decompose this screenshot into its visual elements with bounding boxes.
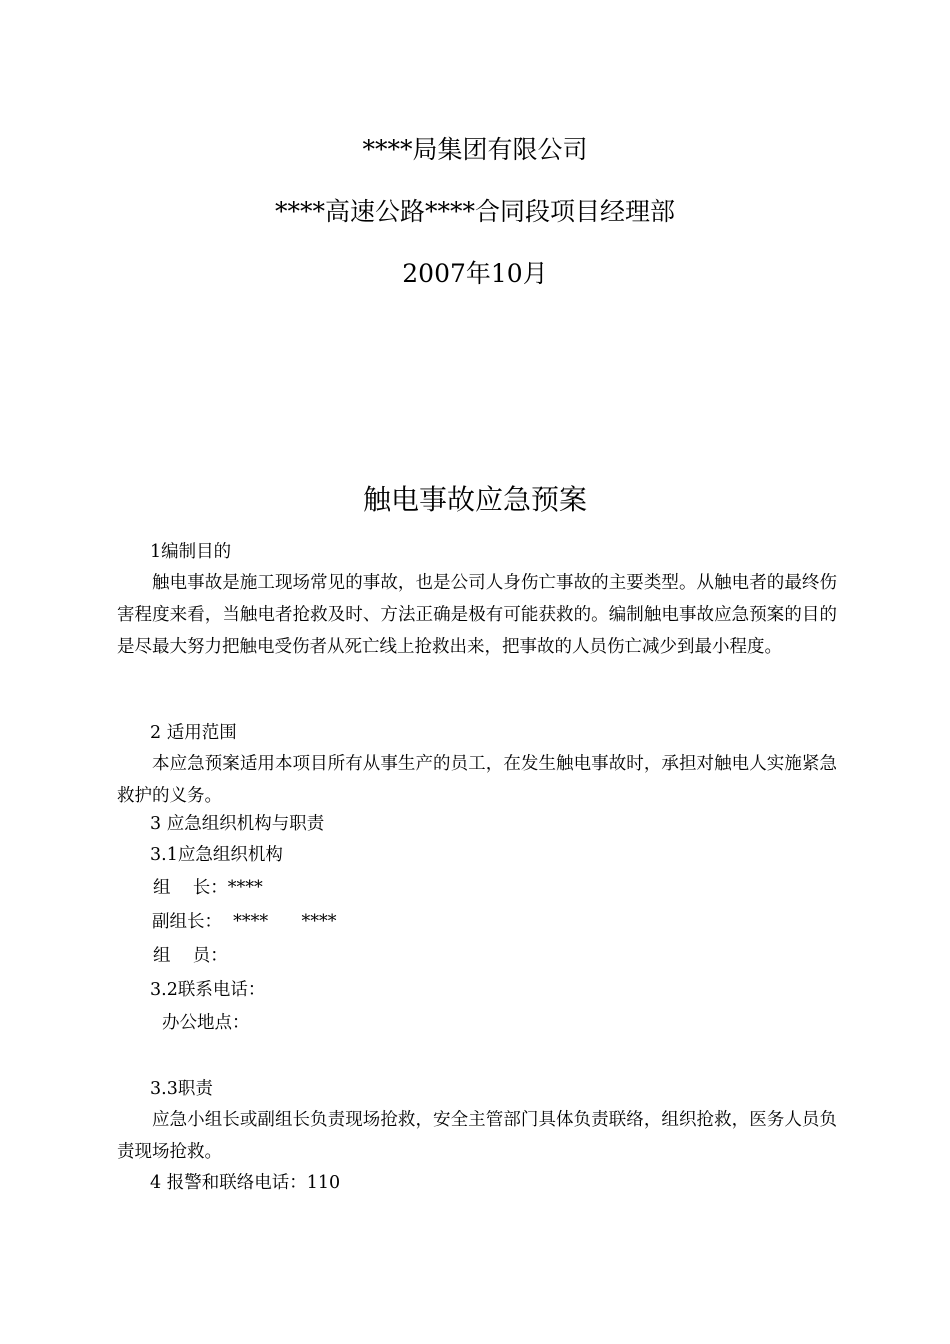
section-2-body: 本应急预案适用本项目所有从事生产的员工，在发生触电事故时，承担对触电人实施紧急救护的义务。 xyxy=(117,754,837,806)
leader-line: 组 长：**** xyxy=(153,878,263,898)
office-location-line: 办公地点： xyxy=(162,1013,250,1033)
section-2-body-block xyxy=(117,748,837,812)
section-1-body-block xyxy=(117,567,837,663)
department-name: ****高速公路****合同段项目经理部 xyxy=(274,197,675,226)
section-3-3-body: 应急小组长或副组长负责现场抢救，安全主管部门具体负责联络，组织抢救，医务人员负责现场抢救。 xyxy=(117,1110,837,1162)
section-3-2-heading: 3.2联系电话： xyxy=(150,980,266,1000)
section-2-heading: 2 适用范围 xyxy=(150,723,237,743)
document-date: 2007年10月 xyxy=(402,259,548,288)
section-3-1-heading: 3.1应急组织机构 xyxy=(150,845,283,865)
deputy-leader-line: 副组长： **** **** xyxy=(152,912,337,932)
section-4-heading: 4 报警和联络电话：110 xyxy=(150,1173,341,1193)
section-3-heading: 3 应急组织机构与职责 xyxy=(150,814,325,834)
company-name: ****局集团有限公司 xyxy=(362,135,588,164)
section-1-heading: 1编制目的 xyxy=(150,542,232,562)
section-3-3-heading: 3.3职责 xyxy=(150,1079,213,1099)
members-line: 组 员： xyxy=(153,946,228,966)
section-3-3-body-block xyxy=(117,1104,837,1168)
section-1-body: 触电事故是施工现场常见的事故，也是公司人身伤亡事故的主要类型。从触电者的最终伤害程度来看，当触电者抢救及时、方法正确是极有可能获救的。编制触电事故应急预案的目的是尽最大努力把触电受伤者从死亡线上抢救出来，把事故的人员伤亡减少到最小程度。 xyxy=(117,573,837,657)
document-title: 触电事故应急预案 xyxy=(362,483,587,516)
